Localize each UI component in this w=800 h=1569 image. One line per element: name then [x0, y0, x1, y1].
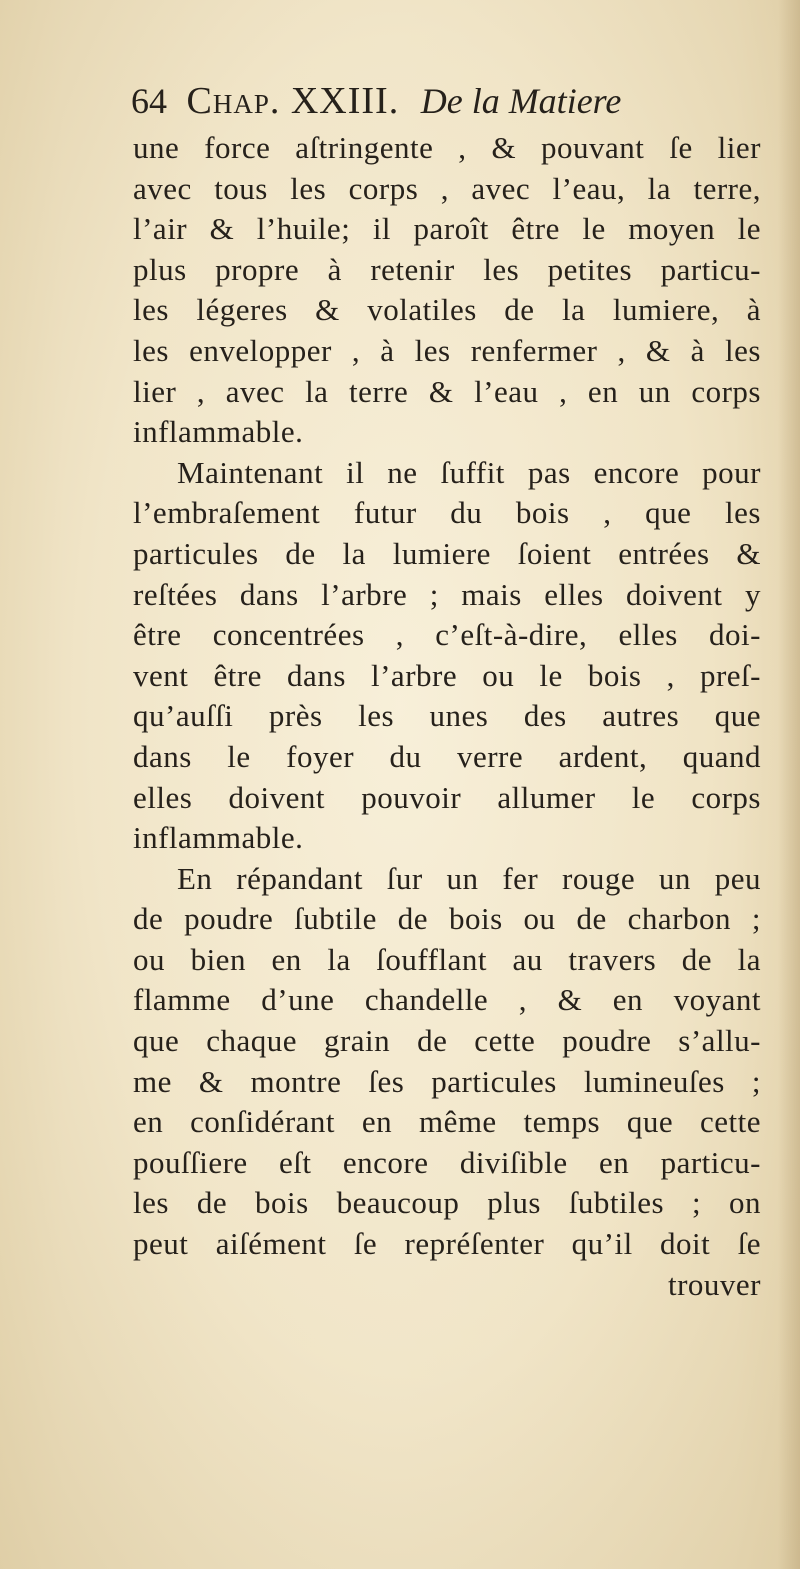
text-line: reſtées dans l’arbre ; mais elles doivent y	[133, 576, 761, 612]
page-number: 64	[131, 81, 167, 121]
text-line: que chaque grain de cette poudre s’allu-	[133, 1023, 761, 1059]
text-line: flamme d’une chandelle , & en voyant	[133, 982, 761, 1018]
text-line: pouſſiere eſt encore diviſible en particu-	[133, 1144, 761, 1180]
text-line: les légeres & volatiles de la lumiere, à	[133, 292, 761, 328]
text-line: Maintenant il ne ſuffit pas encore pour	[177, 454, 761, 490]
text-line: plus propre à retenir les petites particu-	[133, 251, 761, 287]
text-line: avec tous les corps , avec l’eau, la terre,	[133, 170, 761, 206]
text-line: vent être dans l’arbre ou le bois , preſ-	[133, 657, 761, 693]
text-line: de poudre ſubtile de bois ou de charbon ;	[133, 901, 761, 937]
text-line: inflammable.	[133, 414, 304, 450]
text-line: qu’auſſi près les unes des autres que	[133, 698, 761, 734]
text-line: une force aſtringente , & pouvant ſe lier	[133, 130, 761, 165]
text-line: inflammable.	[133, 820, 304, 856]
text-line: dans le foyer du verre ardent, quand	[133, 738, 761, 774]
body-text	[133, 128, 761, 1305]
text-line: l’air & l’huile; il paroît être le moyen le	[133, 211, 761, 247]
running-title: De la Matiere	[420, 81, 622, 121]
text-line: me & montre ſes particules lumineuſes ;	[133, 1063, 761, 1099]
text-line: les de bois beaucoup plus ſubtiles ; on	[133, 1185, 761, 1221]
text-line: ou bien en la ſoufflant au travers de la	[133, 941, 761, 977]
chapter-label: Chap. XXIII.	[186, 80, 400, 122]
page-edge-shadow	[778, 0, 800, 1569]
text-line: En répandant ſur un fer rouge un peu	[177, 860, 761, 896]
text-line: lier , avec la terre & l’eau , en un corps	[133, 373, 761, 409]
text-line: l’embraſement futur du bois , que les	[133, 495, 761, 531]
text-line: particules de la lumiere ſoient entrées &	[133, 535, 761, 571]
text-line: être concentrées , c’eſt-à-dire, elles doi-	[133, 617, 761, 653]
text-line: elles doivent pouvoir allumer le corps	[133, 779, 761, 815]
text-line: les envelopper , à les renfermer , & à les	[133, 332, 761, 368]
running-header	[131, 76, 731, 126]
catchword: trouver	[667, 1266, 761, 1302]
text-line: en conſidérant en même temps que cette	[133, 1104, 761, 1140]
text-line: peut aiſément ſe repréſenter qu’il doit ſe	[133, 1226, 761, 1262]
